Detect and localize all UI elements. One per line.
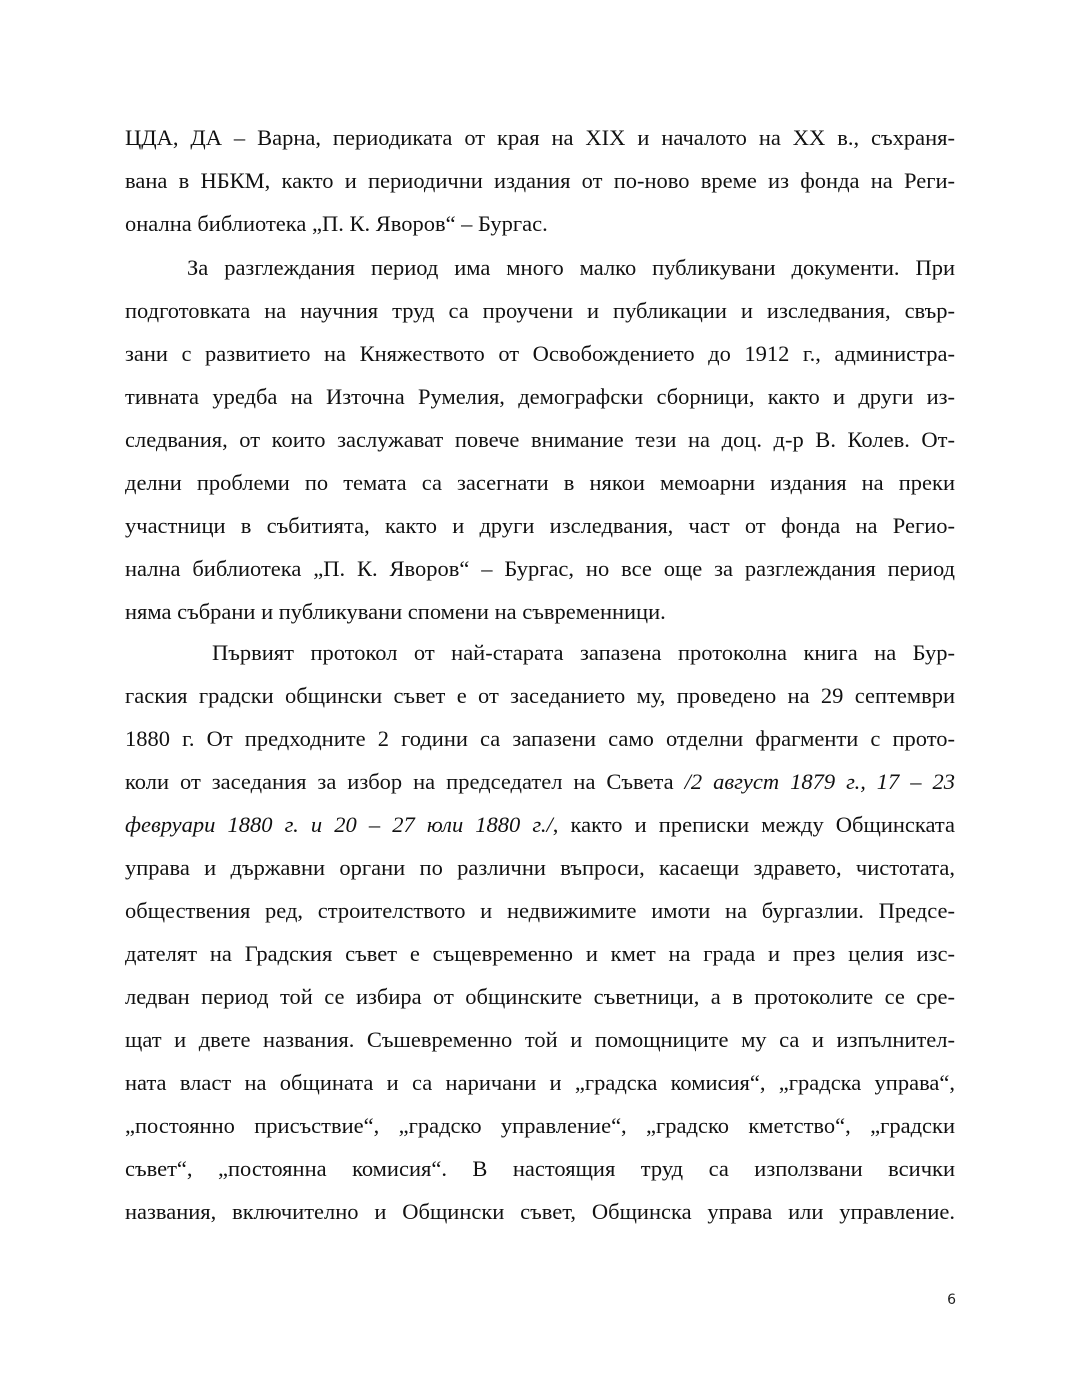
italic-date-range: февруари 1880 г. и 20 – 27 юли 1880 г./ [125,812,553,837]
text-line: тивната уредба на Източна Румелия, демографски сборници, както и други из- [125,384,955,409]
text-line: названия, включително и Общински съвет, Общинска управа или управление. [125,1199,955,1224]
text-segment: коли от заседания за избор на председател на Съвета [125,769,685,794]
text-line [125,808,955,842]
text-line: Първият протокол от най-старата запазена протоколна книга на Бур- [212,640,955,665]
text-line: вана в НБКМ, както и периодични издания от по-ново време из фонда на Реги- [125,168,955,193]
text-line: ЦДА, ДА – Варна, периодиката от края на XIX и началото на XX в., съхраня- [125,125,955,150]
text-line: обществения ред, строителството и недвижимите имоти на бургазлии. Предсе- [125,898,955,923]
text-line: За разглеждания период има много малко публикувани документи. При [187,255,955,280]
text-line: подготовката на научния труд са проучени и публикации и изследвания, свър- [125,298,955,323]
text-line: гаския градски общински съвет е от заседанието му, проведено на 29 септември [125,683,955,708]
text-line: „постоянно присъствие“, „градско управление“, „градско кметство“, „градски [125,1113,955,1138]
text-line: дателят на Градския съвет е същевременно и кмет на града и през целия изс- [125,941,955,966]
text-segment: , както и преписки между Общинската [552,812,955,837]
text-line [125,765,955,799]
text-line: делни проблеми по темата са засегнати в някои мемоарни издания на преки [125,470,955,495]
text-line: нална библиотека „П. К. Яворов“ – Бургас, но все още за разглеждания период [125,556,955,581]
text-line: участници в събитията, както и други изследвания, част от фонда на Регио- [125,513,955,538]
text-line: щат и двете названия. Съшевременно той и помощниците му са и изпълнител- [125,1027,955,1052]
page-number: 6 [947,1292,956,1308]
text-line: зани с развитието на Княжеството от Освобождението до 1912 г., администра- [125,341,955,366]
text-line: 1880 г. От предходните 2 години са запазени само отделни фрагменти с прото- [125,726,955,751]
text-line: ледван период той се избира от общинските съветници, а в протоколите се сре- [125,984,955,1009]
text-line: онална библиотека „П. К. Яворов“ – Бургас. [125,211,548,236]
text-line: няма събрани и публикувани спомени на съвременници. [125,599,666,624]
italic-date-range: /2 август 1879 г., 17 – 23 [684,769,956,794]
text-line: ната власт на общината и са наричани и „градска комисия“, „градска управа“, [125,1070,955,1095]
text-line: следвания, от които заслужават повече внимание тези на доц. д-р В. Колев. От- [125,427,955,452]
text-line: съвет“, „постоянна комисия“. В настоящия труд са използвани всички [125,1156,955,1181]
text-line: управа и държавни органи по различни въпроси, касаещи здравето, чистотата, [125,855,955,880]
